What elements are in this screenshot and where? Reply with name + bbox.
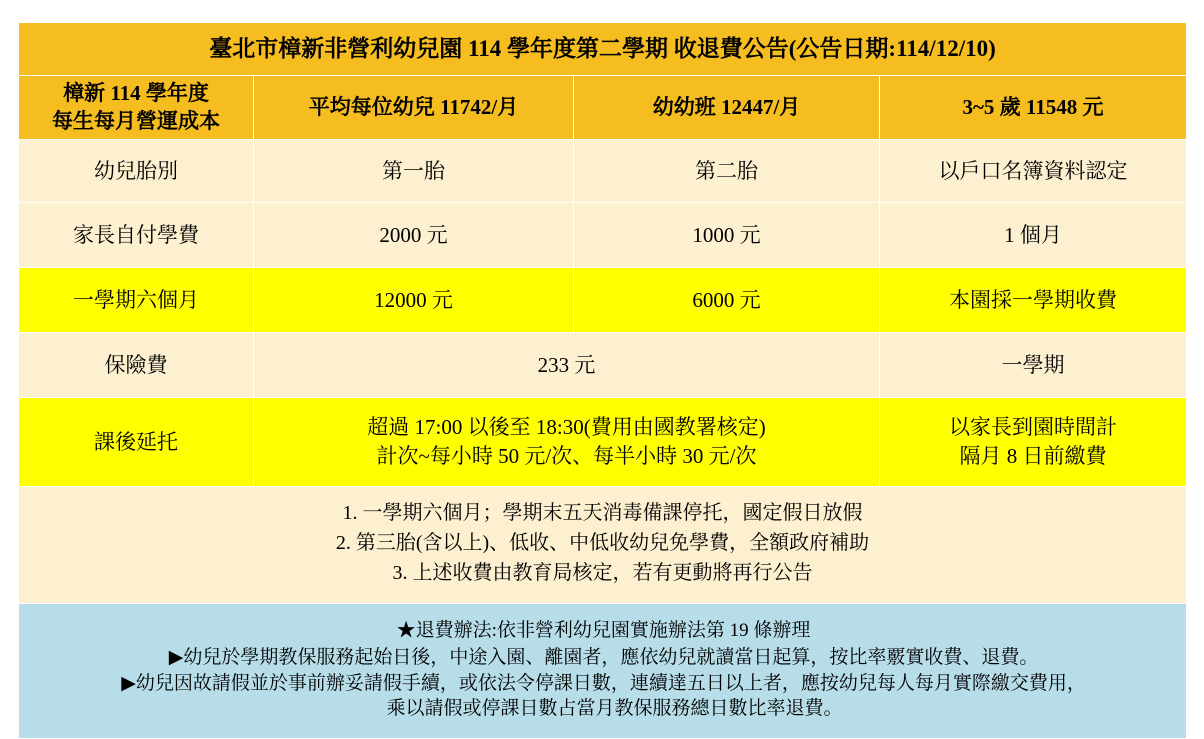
row-parent-tuition-col3: 1000 元	[574, 202, 880, 267]
fee-notice-table	[18, 22, 1187, 739]
after-school-right-line1: 以家長到園時間計	[949, 415, 1118, 440]
notes-cell	[19, 486, 1187, 603]
row-insurance-merged: 233 元	[254, 332, 880, 397]
header-cost-label-line1: 樟新 114 學年度	[63, 81, 209, 105]
refund-policy-row	[19, 603, 1187, 738]
row-semester-col3: 6000 元	[574, 267, 880, 332]
refund-line-4: 乘以請假或停課日數占當月教保服務總日數比率退費。	[386, 697, 843, 719]
row-after-school-detail	[254, 397, 880, 486]
row-semester-col4: 本園採一學期收費	[880, 267, 1187, 332]
refund-policy-cell	[19, 603, 1187, 738]
table-row	[19, 332, 1187, 397]
page-title: 臺北市樟新非營利幼兒園 114 學年度第二學期 收退費公告(公告日期:114/12/10)	[19, 23, 1187, 76]
header-row	[19, 76, 1187, 140]
refund-line-3: ▶幼兒因故請假並於事前辦妥請假手續，或依法令停課日數，連續達五日以上者，應按幼兒每人每月實際繳交費用，	[121, 673, 1086, 695]
after-school-line1: 超過 17:00 以後至 18:30(費用由國教署核定)	[367, 415, 766, 440]
row-parent-tuition-col4: 1 個月	[880, 202, 1187, 267]
refund-line-2: ▶幼兒於學期教保服務起始日後，中途入園、離園者，應依幼兒就讀當日起算，按比率覈實收費、退費。	[168, 646, 1039, 668]
notes-row	[19, 486, 1187, 603]
table-row	[19, 202, 1187, 267]
refund-line-1: ★退費辦法:依非營利幼兒園實施辦法第 19 條辦理	[396, 619, 811, 641]
row-label-after-school-care: 課後延托	[19, 397, 254, 486]
header-toddler-class-cost: 幼幼班 12447/月	[574, 76, 880, 140]
after-school-right-line2: 隔月 8 日前繳費	[959, 443, 1107, 468]
row-semester-col2: 12000 元	[254, 267, 574, 332]
note-item: 2. 第三胎(含以上)、低收、中低收幼兒免學費，全額政府補助	[335, 532, 870, 555]
row-birth-order-col4: 以戶口名簿資料認定	[880, 139, 1187, 202]
row-label-parent-tuition: 家長自付學費	[19, 202, 254, 267]
row-label-semester-six-months: 一學期六個月	[19, 267, 254, 332]
table-row	[19, 267, 1187, 332]
header-average-cost: 平均每位幼兒 11742/月	[254, 76, 574, 140]
row-parent-tuition-col2: 2000 元	[254, 202, 574, 267]
header-cost-label	[19, 76, 254, 140]
row-after-school-payment	[880, 397, 1187, 486]
row-label-birth-order: 幼兒胎別	[19, 139, 254, 202]
header-cost-label-line2: 每生每月營運成本	[52, 109, 220, 134]
row-insurance-col4: 一學期	[880, 332, 1187, 397]
title-row	[19, 23, 1187, 76]
row-birth-order-col3: 第二胎	[574, 139, 880, 202]
table-row	[19, 139, 1187, 202]
row-label-insurance: 保險費	[19, 332, 254, 397]
header-age-3-5-cost: 3~5 歲 11548 元	[880, 76, 1187, 140]
row-birth-order-col2: 第一胎	[254, 139, 574, 202]
note-item: 1. 一學期六個月；學期末五天消毒備課停托，國定假日放假	[342, 502, 863, 525]
after-school-line2: 計次~每小時 50 元/次、每半小時 30 元/次	[376, 443, 757, 468]
note-item: 3. 上述收費由教育局核定，若有更動將再行公告	[392, 562, 813, 585]
table-row	[19, 397, 1187, 486]
